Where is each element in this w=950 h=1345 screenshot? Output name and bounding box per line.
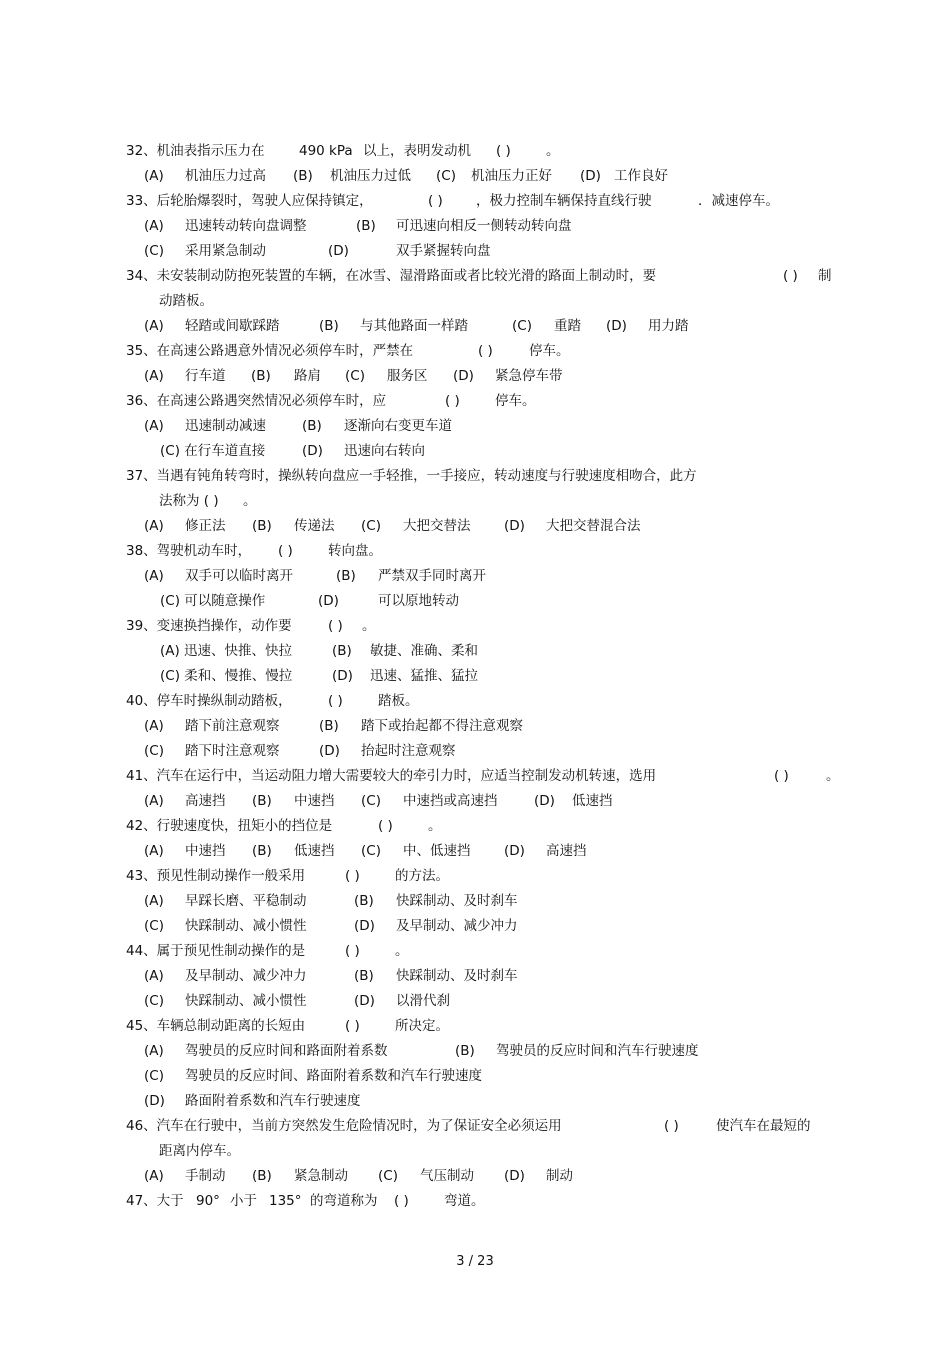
text-segment: (D) (504, 843, 525, 859)
text-segment: 逐渐向右变更车道 (344, 418, 452, 434)
text-segment: 法称为 ( ) (159, 493, 219, 509)
text-segment: ( ) (278, 543, 293, 559)
text-segment: 工作良好 (614, 168, 668, 184)
text-segment: 双手可以临时离开 (185, 568, 293, 584)
answer-options (126, 239, 838, 264)
text-segment: (A) (144, 518, 164, 534)
text-segment: 90° (196, 1193, 220, 1209)
text-segment: 用力踏 (648, 318, 689, 334)
text-segment: 。 (362, 618, 376, 634)
text-segment: (B) (302, 418, 322, 434)
answer-options (126, 639, 838, 664)
text-segment: 使汽车在最短的 (716, 1118, 811, 1134)
text-segment: 可迅速向相反一侧转动转向盘 (396, 218, 572, 234)
answer-options (126, 889, 838, 914)
text-segment: 33、后轮胎爆裂时，驾驶人应保持镇定， (126, 193, 373, 209)
text-segment: 40、停车时操纵制动踏板， (126, 693, 292, 709)
text-segment: (A) (144, 718, 164, 734)
text-segment: 驾驶员的反应时间和路面附着系数 (185, 1043, 388, 1059)
text-segment: (A) (144, 968, 164, 984)
text-segment: 490 kPa (299, 143, 353, 159)
question-stem-continued (126, 489, 838, 514)
text-segment: 停车。 (495, 393, 536, 409)
text-segment: (A) (144, 793, 164, 809)
text-segment: 距离内停车。 (159, 1143, 240, 1159)
answer-options (126, 214, 838, 239)
text-segment: 中速挡或高速挡 (403, 793, 498, 809)
question-block (126, 614, 838, 689)
text-segment: 。 (395, 943, 409, 959)
text-segment: 高速挡 (546, 843, 587, 859)
question-stem-continued (126, 289, 838, 314)
question-block (126, 864, 838, 939)
text-segment: 双手紧握转向盘 (396, 243, 491, 259)
text-segment: 路肩 (294, 368, 321, 384)
answer-options (126, 839, 838, 864)
text-segment: 43、预见性制动操作一般采用 (126, 868, 306, 884)
text-segment: 中速挡 (294, 793, 335, 809)
text-segment: 修正法 (185, 518, 226, 534)
text-segment: 。 (243, 493, 257, 509)
answer-options (126, 989, 838, 1014)
text-segment: (B) (252, 843, 272, 859)
text-segment: 机油压力正好 (471, 168, 552, 184)
text-segment: (B) (252, 518, 272, 534)
question-block (126, 689, 838, 764)
text-segment: 弯道。 (444, 1193, 485, 1209)
answer-options (126, 364, 838, 389)
answer-options (126, 914, 838, 939)
text-segment: (C) (436, 168, 456, 184)
text-segment: ( ) (345, 1018, 360, 1034)
text-segment: ( ) (496, 143, 511, 159)
text-segment: 所决定。 (395, 1018, 449, 1034)
text-segment: 38、驾驶机动车时， (126, 543, 252, 559)
text-segment: 驾驶员的反应时间和汽车行驶速度 (496, 1043, 699, 1059)
text-segment: (B) (354, 968, 374, 984)
text-segment: 敏捷、准确、柔和 (370, 643, 478, 659)
text-segment: 与其他路面一样踏 (360, 318, 468, 334)
text-segment: 传递法 (294, 518, 335, 534)
text-segment: (C) (144, 743, 164, 759)
text-segment: (D) (580, 168, 601, 184)
text-segment: ( ) (394, 1193, 409, 1209)
text-segment: (D) (332, 668, 353, 684)
text-segment: (B) (455, 1043, 475, 1059)
text-segment: (A) (144, 418, 164, 434)
text-segment: 手制动 (185, 1168, 226, 1184)
question-block (126, 1114, 838, 1189)
text-segment: (A) (144, 1043, 164, 1059)
answer-options (126, 789, 838, 814)
text-segment: (C) (361, 518, 381, 534)
question-stem (126, 1114, 838, 1139)
question-block (126, 814, 838, 864)
text-segment: ( ) (478, 343, 493, 359)
text-segment: (B) (319, 718, 339, 734)
question-stem (126, 464, 838, 489)
answer-options (126, 414, 838, 439)
text-segment: 大把交替混合法 (546, 518, 641, 534)
text-segment: 转向盘。 (328, 543, 382, 559)
text-segment: (A) (144, 168, 164, 184)
text-segment: (A) (144, 843, 164, 859)
text-segment: (B) (251, 368, 271, 384)
text-segment: 服务区 (387, 368, 428, 384)
text-segment: (A) (144, 368, 164, 384)
text-segment: 32、机油表指示压力在 (126, 143, 265, 159)
question-stem (126, 189, 838, 214)
text-segment: ( ) (378, 818, 393, 834)
question-block (126, 539, 838, 614)
text-segment: 35、在高速公路遇意外情况必须停车时，严禁在 (126, 343, 414, 359)
text-segment: (C) (144, 1068, 164, 1084)
text-segment: ．减速停车。 (698, 193, 779, 209)
text-segment: ( ) (328, 693, 343, 709)
text-segment: 45、车辆总制动距离的长短由 (126, 1018, 306, 1034)
text-segment: 行车道 (185, 368, 226, 384)
page-number: 3 / 23 (456, 1254, 494, 1269)
text-segment: (A) (144, 893, 164, 909)
answer-options (126, 164, 838, 189)
question-block (126, 189, 838, 264)
question-block (126, 139, 838, 189)
text-segment: (B) (252, 1168, 272, 1184)
question-block (126, 339, 838, 389)
question-stem (126, 764, 838, 789)
answer-options (126, 589, 838, 614)
text-segment: 气压制动 (420, 1168, 474, 1184)
text-segment: 39、变速换挡操作，动作要 (126, 618, 292, 634)
text-segment: (A) (144, 1168, 164, 1184)
text-segment: ( ) (345, 943, 360, 959)
text-segment: ( ) (328, 618, 343, 634)
text-segment: ( ) (664, 1118, 679, 1134)
answer-options (126, 739, 838, 764)
text-segment: 的方法。 (395, 868, 449, 884)
text-segment: 踏下或抬起都不得注意观察 (361, 718, 523, 734)
text-segment: 路面附着系数和汽车行驶速度 (185, 1093, 361, 1109)
text-segment: (B) (336, 568, 356, 584)
question-block (126, 1189, 838, 1214)
question-stem (126, 389, 838, 414)
text-segment: 以上，表明发动机 (363, 143, 471, 159)
answer-options (126, 1164, 838, 1189)
text-segment: 及早制动、减少冲力 (396, 918, 518, 934)
text-segment: (D) (144, 1093, 165, 1109)
answer-options (126, 314, 838, 339)
answer-options (126, 1064, 838, 1089)
text-segment: 采用紧急制动 (185, 243, 266, 259)
question-block (126, 264, 838, 339)
text-segment: (B) (332, 643, 352, 659)
text-segment: (A) 迅速、快推、快拉 (160, 643, 293, 659)
text-segment: 踏下前注意观察 (185, 718, 280, 734)
text-segment: (C) 可以随意操作 (160, 593, 266, 609)
text-segment: 。 (546, 143, 560, 159)
text-segment: 快踩制动、及时刹车 (396, 968, 518, 984)
question-stem (126, 1189, 838, 1214)
text-segment: 中、低速挡 (403, 843, 471, 859)
text-segment: 制动 (546, 1168, 573, 1184)
question-block (126, 1014, 838, 1114)
answer-options (126, 664, 838, 689)
text-segment: (D) (453, 368, 474, 384)
text-segment: (C) 柔和、慢推、慢拉 (160, 668, 293, 684)
text-segment: 驾驶员的反应时间、路面附着系数和汽车行驶速度 (185, 1068, 482, 1084)
text-segment: 踏下时注意观察 (185, 743, 280, 759)
text-segment: (C) (144, 918, 164, 934)
question-stem (126, 139, 838, 164)
text-segment: 42、行驶速度快，扭矩小的挡位是 (126, 818, 333, 834)
answer-options (126, 564, 838, 589)
question-stem (126, 689, 838, 714)
question-block (126, 764, 838, 814)
text-segment: 47、大于 (126, 1193, 184, 1209)
text-segment: 及早制动、减少冲力 (185, 968, 307, 984)
text-segment: (B) (252, 793, 272, 809)
text-segment: 37、当遇有钝角转弯时，操纵转向盘应一手轻推，一手接应，转动速度与行驶速度相吻合，此方 (126, 468, 697, 484)
text-segment: ，极力控制车辆保持直线行驶 (476, 193, 652, 209)
text-segment: 快踩制动、减小惯性 (185, 918, 307, 934)
text-segment: 34、未安装制动防抱死装置的车辆，在冰雪、湿滑路面或者比较光滑的路面上制动时，要 (126, 268, 657, 284)
question-block (126, 464, 838, 539)
text-segment: (D) (319, 743, 340, 759)
text-segment: 早踩长磨、平稳制动 (185, 893, 307, 909)
answer-options (126, 439, 838, 464)
text-segment: 低速挡 (294, 843, 335, 859)
text-segment: (D) (328, 243, 349, 259)
text-segment: (A) (144, 218, 164, 234)
text-segment: (A) (144, 318, 164, 334)
answer-options (126, 964, 838, 989)
text-segment: 迅速、猛推、猛拉 (370, 668, 478, 684)
question-stem (126, 864, 838, 889)
question-stem (126, 814, 838, 839)
text-segment: 动踏板。 (159, 293, 213, 309)
text-segment: 46、汽车在行驶中，当前方突然发生危险情况时，为了保证安全必须运用 (126, 1118, 562, 1134)
answer-options (126, 714, 838, 739)
text-segment: (D) (354, 918, 375, 934)
text-segment: (C) (361, 843, 381, 859)
text-segment: 迅速转动转向盘调整 (185, 218, 307, 234)
answer-options (126, 1039, 838, 1064)
text-segment: 制 (818, 268, 832, 284)
text-segment: (B) (319, 318, 339, 334)
question-stem-continued (126, 1139, 838, 1164)
text-segment: ( ) (345, 868, 360, 884)
text-segment: (D) (606, 318, 627, 334)
text-segment: ( ) (774, 768, 789, 784)
text-segment: (D) (534, 793, 555, 809)
text-segment: (B) (354, 893, 374, 909)
text-segment: (D) (504, 1168, 525, 1184)
text-segment: 迅速制动减速 (185, 418, 266, 434)
question-stem (126, 1014, 838, 1039)
answer-options (126, 1089, 838, 1114)
question-block (126, 939, 838, 1014)
text-segment: 严禁双手同时离开 (378, 568, 486, 584)
text-segment: (C) (345, 368, 365, 384)
text-segment: 36、在高速公路遇突然情况必须停车时，应 (126, 393, 387, 409)
text-segment: (D) (302, 443, 323, 459)
question-stem (126, 939, 838, 964)
question-stem (126, 264, 838, 289)
text-segment: 以滑代刹 (396, 993, 450, 1009)
text-segment: 重踏 (554, 318, 581, 334)
text-segment: 44、属于预见性制动操作的是 (126, 943, 306, 959)
text-segment: ( ) (445, 393, 460, 409)
text-segment: 可以原地转动 (378, 593, 459, 609)
text-segment: ( ) (783, 268, 798, 284)
text-segment: (C) (144, 993, 164, 1009)
text-segment: 的弯道称为 (310, 1193, 378, 1209)
text-segment: (D) (504, 518, 525, 534)
text-segment: 机油压力过低 (330, 168, 411, 184)
text-segment: 中速挡 (185, 843, 226, 859)
text-segment: (C) (378, 1168, 398, 1184)
text-segment: 。 (428, 818, 442, 834)
text-segment: (C) (512, 318, 532, 334)
text-segment: (A) (144, 568, 164, 584)
text-segment: 抬起时注意观察 (361, 743, 456, 759)
text-segment: 41、汽车在运行中，当运动阻力增大需要较大的牵引力时，应适当控制发动机转速，选用 (126, 768, 657, 784)
text-segment: 快踩制动、减小惯性 (185, 993, 307, 1009)
text-segment: 135° (269, 1193, 302, 1209)
text-segment: 紧急停车带 (495, 368, 563, 384)
text-segment: (C) 在行车道直接 (160, 443, 266, 459)
text-segment: (D) (354, 993, 375, 1009)
text-segment: 机油压力过高 (185, 168, 266, 184)
text-segment: 轻踏或间歇踩踏 (185, 318, 280, 334)
text-segment: (B) (356, 218, 376, 234)
question-stem (126, 339, 838, 364)
text-segment: (D) (318, 593, 339, 609)
text-segment: 紧急制动 (294, 1168, 348, 1184)
question-list (126, 139, 838, 1214)
text-segment: (C) (361, 793, 381, 809)
text-segment: 低速挡 (572, 793, 613, 809)
text-segment: ( ) (428, 193, 443, 209)
text-segment: 。 (826, 768, 840, 784)
text-segment: 踏板。 (378, 693, 419, 709)
question-stem (126, 614, 838, 639)
text-segment: 大把交替法 (403, 518, 471, 534)
text-segment: 快踩制动、及时刹车 (396, 893, 518, 909)
text-segment: 高速挡 (185, 793, 226, 809)
question-block (126, 389, 838, 464)
answer-options (126, 514, 838, 539)
text-segment: (B) (293, 168, 313, 184)
text-segment: 停车。 (529, 343, 570, 359)
text-segment: 小于 (230, 1193, 257, 1209)
text-segment: 迅速向右转向 (344, 443, 425, 459)
question-stem (126, 539, 838, 564)
text-segment: (C) (144, 243, 164, 259)
